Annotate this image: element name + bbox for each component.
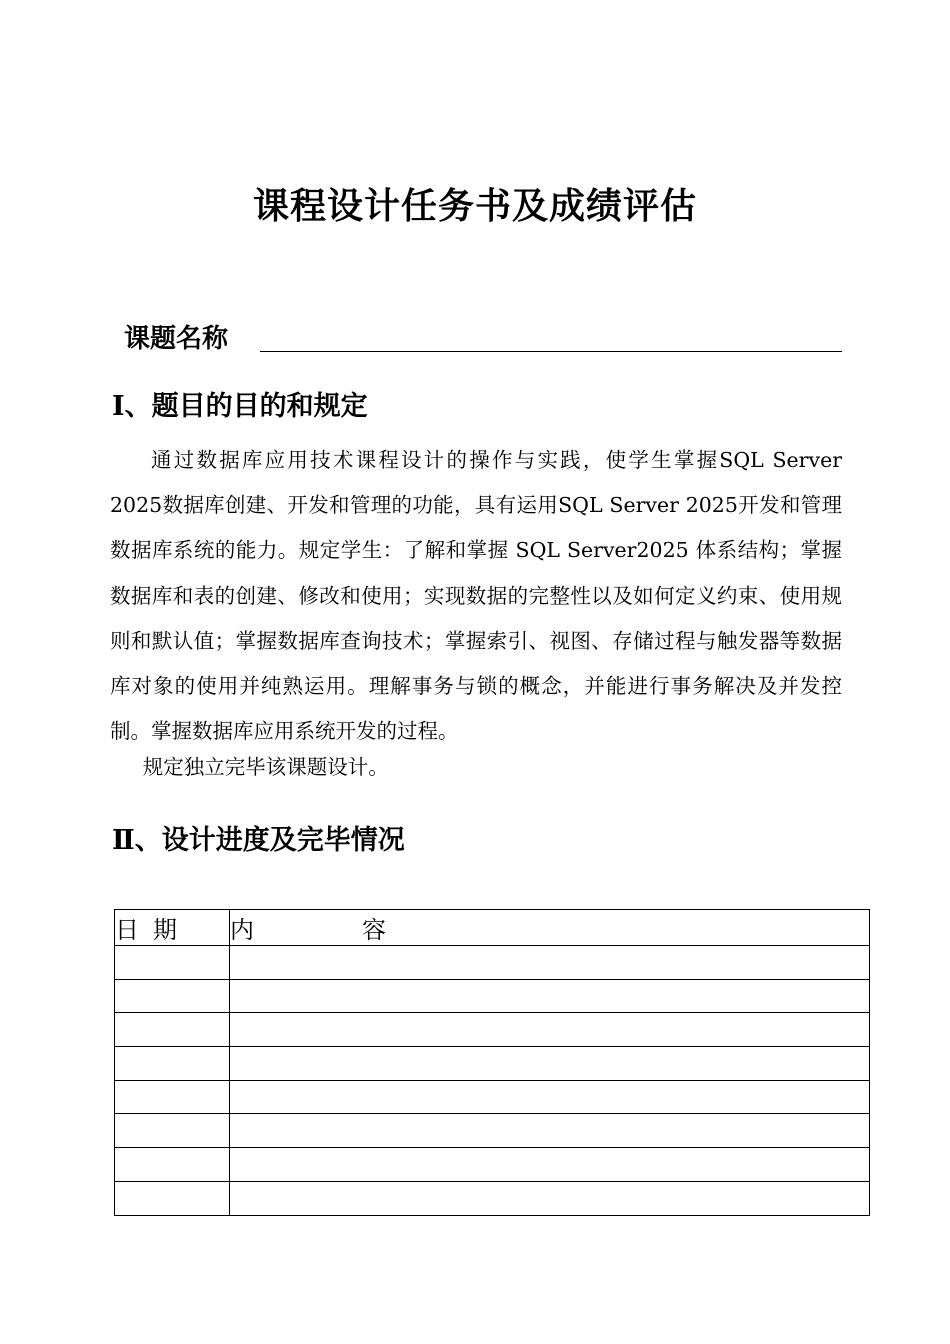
topic-label: 课题名称 [124, 324, 229, 354]
content-cell[interactable] [230, 946, 870, 980]
content-cell[interactable] [230, 1013, 870, 1047]
content-header-right: 容 [362, 916, 386, 944]
content-cell[interactable] [230, 1148, 870, 1182]
date-cell[interactable] [115, 979, 230, 1013]
schedule-table [114, 909, 870, 1216]
date-cell[interactable] [115, 1148, 230, 1182]
table-row [115, 1114, 870, 1148]
date-cell[interactable] [115, 1181, 230, 1215]
content-cell[interactable] [230, 1181, 870, 1215]
content-cell[interactable] [230, 1114, 870, 1148]
table-row [115, 1013, 870, 1047]
table-row [115, 1181, 870, 1215]
content-header-left: 内 [230, 916, 254, 944]
table-row [115, 946, 870, 980]
topic-field-row [124, 318, 842, 358]
page-title: 课程设计任务书及成绩评估 [252, 185, 697, 227]
table-header-row [115, 910, 870, 946]
section1-note: 规定独立完毕该课题设计。 [142, 755, 389, 779]
table-row [115, 1080, 870, 1114]
content-cell[interactable] [230, 1047, 870, 1081]
topic-input-line[interactable] [260, 351, 842, 352]
date-cell[interactable] [115, 946, 230, 980]
section1-heading: Ⅰ、题目的目的和规定 [112, 391, 368, 422]
date-cell[interactable] [115, 1047, 230, 1081]
date-column-header: 日期 [115, 910, 230, 946]
content-column-header [230, 910, 870, 946]
date-cell[interactable] [115, 1114, 230, 1148]
content-cell[interactable] [230, 1080, 870, 1114]
date-cell[interactable] [115, 1080, 230, 1114]
section1-paragraph: 通过数据库应用技术课程设计的操作与实践，使学生掌握SQL Server 2025数据库创建、开发和管理的功能，具有运用SQL Server 2025开发和管理数据库系统的能力。规定学生：了解和掌握 SQL Server2025 体系结构；掌握数据库和表的创建、修改和使用；实现数据的完整性以及如何定义约束、使用规则和默认值；掌握数据库查询技术；掌握索引、视图、存储过程与触发器等数据库对象的使用并纯熟运用。理解事务与锁的概念，并能进行事务解决及并发控制。掌握数据库应用系统开发的过程。 [110, 448, 842, 744]
content-cell[interactable] [230, 979, 870, 1013]
date-cell[interactable] [115, 1013, 230, 1047]
table-row [115, 979, 870, 1013]
section2-heading: Ⅱ、设计进度及完毕情况 [112, 825, 405, 856]
table-row [115, 1148, 870, 1182]
table-row [115, 1047, 870, 1081]
